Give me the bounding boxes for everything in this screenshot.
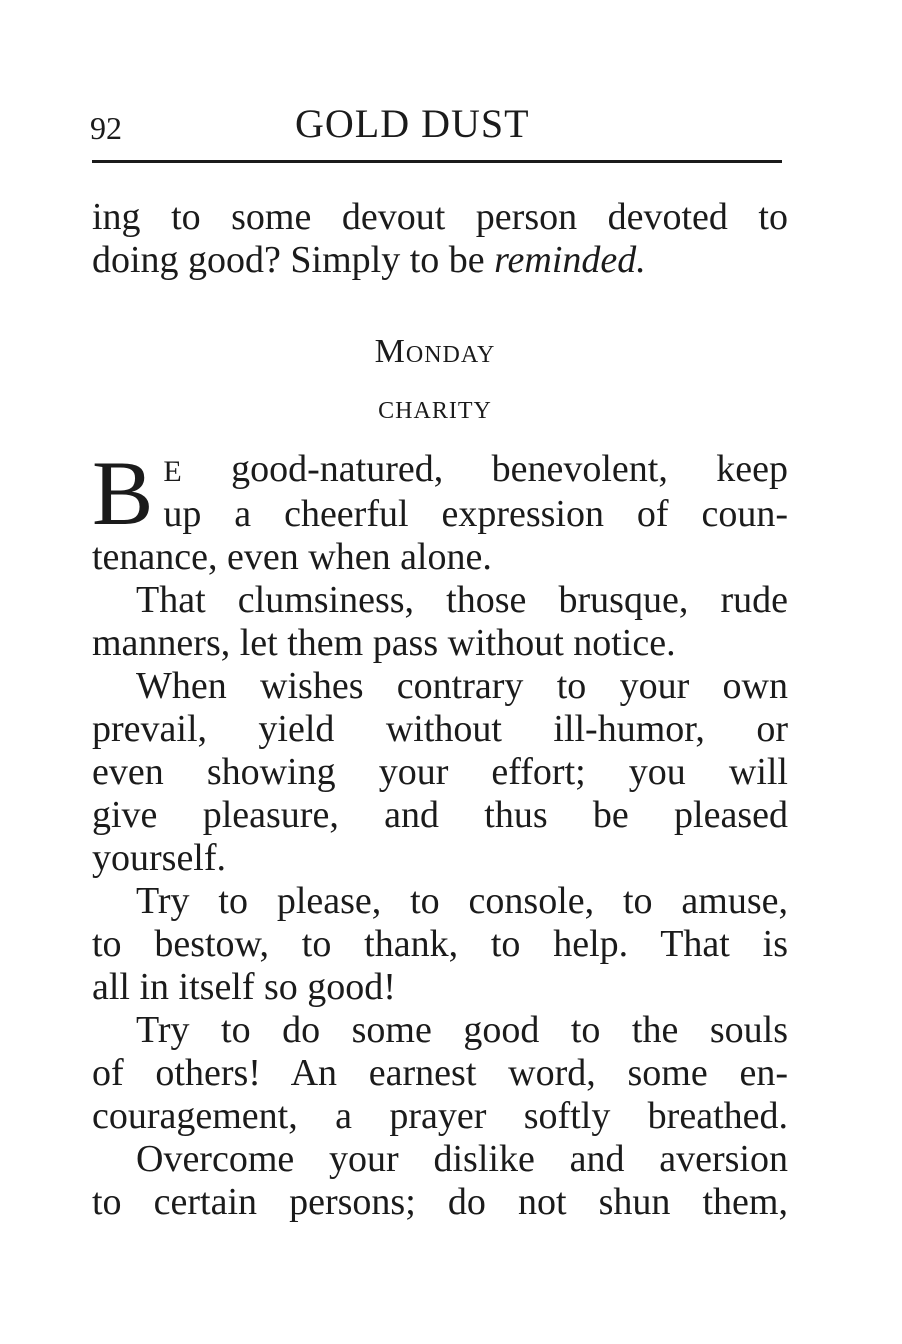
text-line: ing to some devout person devoted to bbox=[92, 196, 788, 238]
running-title: GOLD DUST bbox=[295, 101, 530, 146]
text-line: couragement, a prayer softly breathed. bbox=[92, 1095, 788, 1137]
paragraph-5 bbox=[92, 1009, 788, 1138]
running-head bbox=[90, 100, 780, 150]
text-segment: doing good? Simply to be bbox=[92, 239, 495, 281]
header-rule bbox=[92, 160, 782, 163]
paragraph-4 bbox=[92, 880, 788, 1009]
page-number: 92 bbox=[90, 110, 122, 146]
text-line: Try to please, to console, to amuse, bbox=[136, 880, 788, 922]
text-line: yourself. bbox=[92, 837, 227, 879]
text-line bbox=[92, 239, 788, 282]
text-line: prevail, yield without ill-humor, or bbox=[92, 708, 788, 750]
text-line: even showing your effort; you will bbox=[92, 751, 788, 793]
paragraph-2 bbox=[92, 579, 788, 665]
text-line: give pleasure, and thus be pleased bbox=[92, 794, 788, 836]
text-line: That clumsiness, those brusque, rude bbox=[136, 579, 788, 621]
text-segment: good-natured, benevolent, keep bbox=[182, 448, 788, 490]
topic-heading: CHARITY bbox=[378, 398, 492, 424]
text-line: all in itself so good! bbox=[92, 966, 396, 1008]
text-line: Try to do some good to the souls bbox=[136, 1009, 788, 1051]
paragraph-6 bbox=[92, 1138, 788, 1224]
small-cap-text: E bbox=[163, 455, 183, 488]
text-line: Overcome your dislike and aversion bbox=[136, 1138, 788, 1180]
drop-cap: B bbox=[92, 442, 154, 544]
paragraph-3 bbox=[92, 665, 788, 880]
paragraph-1 bbox=[92, 442, 788, 579]
text-line: When wishes contrary to your own bbox=[136, 665, 788, 707]
text-line: to certain persons; do not shun them, bbox=[92, 1181, 788, 1223]
text-line bbox=[92, 448, 788, 493]
text-line: manners, let them pass without notice. bbox=[92, 622, 676, 664]
text-line: of others! An earnest word, some en- bbox=[92, 1052, 788, 1094]
text-line: tenance, even when alone. bbox=[92, 536, 492, 578]
continuation-paragraph bbox=[92, 196, 788, 282]
emphasis-text: reminded. bbox=[494, 239, 646, 281]
text-line: to bestow, to thank, to help. That is bbox=[92, 923, 788, 965]
text-line: up a cheerful expression of coun- bbox=[163, 493, 788, 535]
entry-body bbox=[92, 442, 788, 1224]
day-heading: Monday bbox=[374, 333, 496, 370]
